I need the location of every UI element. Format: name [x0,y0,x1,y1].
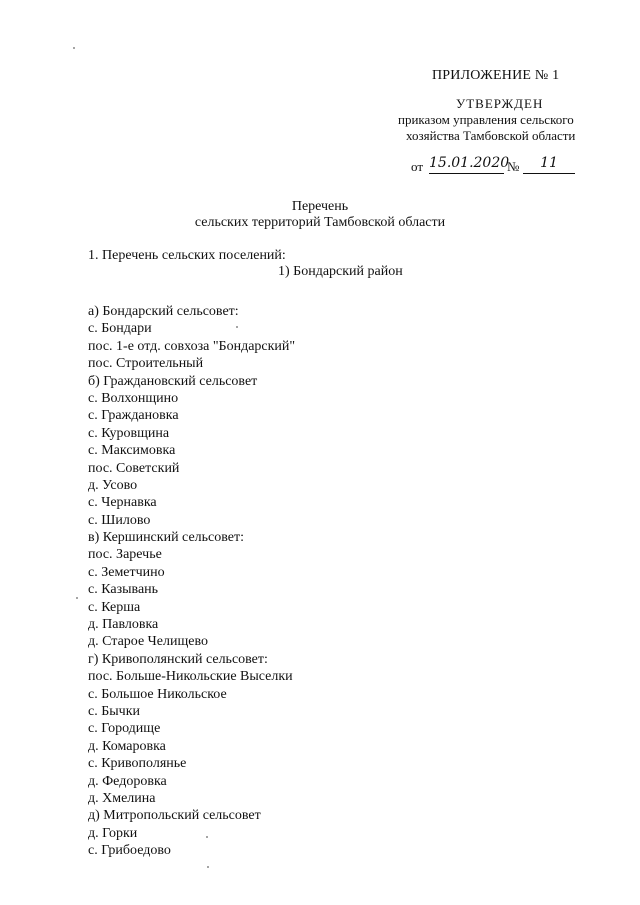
list-item: с. Бондари [88,321,152,337]
list-item: г) Кривополянский сельсовет: [88,651,268,667]
list-item: с. Казывань [88,582,159,598]
scan-speck [76,597,78,599]
list-item: с. Большое Никольское [88,686,227,702]
list-item: с. Куровщина [88,425,170,441]
document-title: Перечень [291,199,349,214]
list-item: с. Шилово [88,512,151,528]
list-item: с. Максимовка [88,443,176,459]
list-item: а) Бондарский сельсовет: [88,304,239,319]
approved-label: УТВЕРЖДЕН [456,96,544,111]
list-item: д. Горки [88,825,138,841]
list-item: с. Бычки [88,703,140,719]
list-item: д. Старое Челищево [88,634,208,650]
list-item: пос. Строительный [88,356,204,372]
list-item: пос. Советский [88,460,180,476]
list-item: пос. Заречье [88,547,162,563]
list-item: с. Чернавка [88,495,157,511]
handwritten-number: 11 [523,155,575,174]
list-item: д. Комаровка [88,738,166,754]
order-date-line [411,155,581,178]
order-line-1: приказом управления сельского [398,112,574,127]
scan-speck [73,47,75,49]
list-item: б) Граждановский сельсовет [88,373,258,389]
list-item: д. Федоровка [88,773,167,789]
list-item: с. Грибоедово [88,843,171,859]
handwritten-date: 15.01.2020 [429,155,504,174]
list-item: с. Граждановка [88,408,179,424]
list-item: с. Городище [88,721,161,737]
list-item: д. Павловка [88,617,159,633]
settlement-list [88,303,295,860]
list-item: с. Кривополянье [88,756,187,772]
list-item: в) Кершинский сельсовет: [88,530,244,546]
number-prefix: № [507,159,520,174]
order-line-2: хозяйства Тамбовской области [406,128,576,143]
list-item: д) Митропольский сельсовет [88,808,261,824]
scan-speck [236,326,238,328]
list-item: д. Усово [88,477,138,493]
date-prefix: от [411,159,424,174]
section-heading: 1. Перечень сельских поселений: [88,248,286,263]
appendix-label: ПРИЛОЖЕНИЕ № 1 [432,68,560,83]
list-item: с. Земетчино [88,564,165,580]
scan-speck [207,866,209,868]
document-subtitle: сельских территорий Тамбовской области [194,215,446,230]
list-item: д. Хмелина [88,790,156,806]
list-item: пос. Больше-Никольские Выселки [88,669,293,685]
district-heading: 1) Бондарский район [278,264,403,279]
list-item: с. Керша [88,599,141,615]
scan-speck [206,836,208,838]
list-item: пос. 1-е отд. совхоза "Бондарский" [88,338,296,354]
list-item: с. Волхонщино [88,390,179,406]
